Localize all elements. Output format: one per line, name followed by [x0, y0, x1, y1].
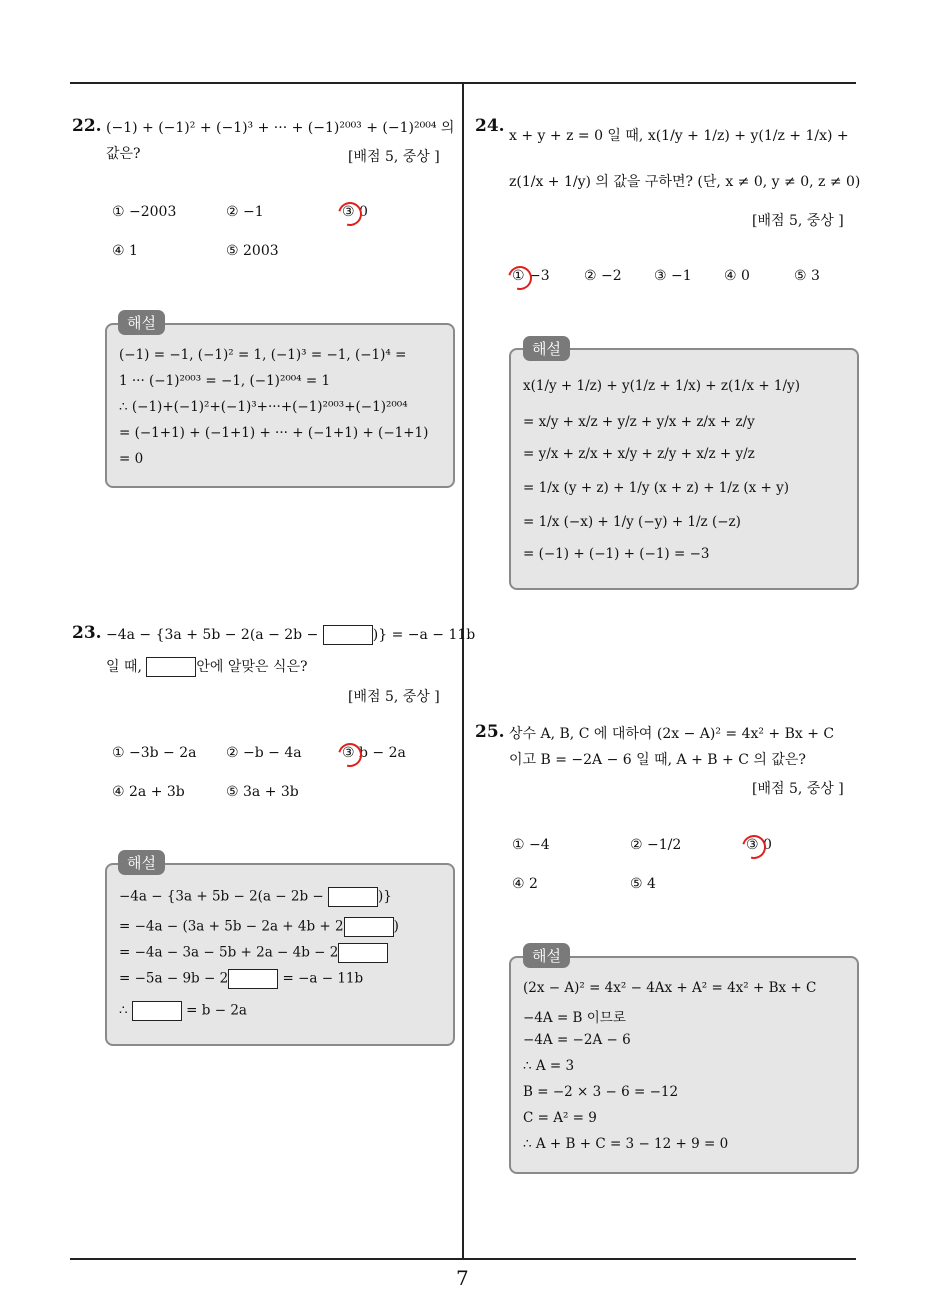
score-meta: [배점 5, 중상 ] [348, 149, 440, 165]
blank-box [344, 917, 394, 937]
solution-text: = −4a − (3a + 5b − 2a + 4b + 2 [119, 918, 344, 935]
solution-tag: 해설 [118, 310, 165, 335]
solution-text: )} [378, 888, 392, 905]
solution-line: ∴ (−1)+(−1)²+(−1)³+···+(−1)²⁰⁰³+(−1)²⁰⁰⁴ [119, 399, 408, 415]
blank-box [338, 943, 388, 963]
column-divider [462, 83, 464, 1260]
choice-4[interactable]: ④ 2 [512, 876, 538, 892]
solution-text: = −5a − 9b − 2 [119, 970, 229, 987]
question-text: x + y + z = 0 일 때, x(1/y + 1/z) + y(1/z + 1/x) + [509, 128, 849, 144]
question-text: (−1) + (−1)² + (−1)³ + ··· + (−1)²⁰⁰³ + (−1)²⁰⁰⁴ 의 [106, 120, 455, 136]
choice-2[interactable]: ② −2 [584, 268, 622, 284]
question-number: 25. [475, 722, 505, 742]
question-text-2: z(1/x + 1/y) 의 값을 구하면? (단, x ≠ 0, y ≠ 0, z ≠ 0) [509, 174, 861, 190]
choice-4[interactable]: ④ 2a + 3b [112, 784, 185, 800]
solution-text: −4a − {3a + 5b − 2(a − 2b − [119, 888, 329, 905]
blank-box [328, 887, 378, 907]
solution-line: = 1/x (y + z) + 1/y (x + z) + 1/z (x + y) [523, 480, 790, 496]
blank-box [146, 657, 196, 677]
solution-box [509, 348, 859, 590]
solution-tag: 해설 [523, 336, 570, 361]
solution-tag: 해설 [118, 850, 165, 875]
choice-5[interactable]: ⑤ 2003 [226, 243, 279, 259]
question-text-a: −4a − {3a + 5b − 2(a − 2b − [106, 627, 323, 643]
solution-line [119, 943, 388, 963]
solution-line: = 1/x (−x) + 1/y (−y) + 1/z (−z) [523, 514, 741, 530]
solution-line: C = A² = 9 [523, 1110, 597, 1126]
solution-line: −4A = −2A − 6 [523, 1032, 631, 1048]
solution-box [105, 323, 455, 488]
answer-mark-icon [738, 831, 771, 864]
solution-line: x(1/y + 1/z) + y(1/z + 1/x) + z(1/x + 1/y) [523, 378, 800, 394]
solution-line: 1 ··· (−1)²⁰⁰³ = −1, (−1)²⁰⁰⁴ = 1 [119, 373, 331, 389]
choice-3[interactable]: ③ b − 2a [342, 745, 406, 761]
bottom-rule [70, 1258, 856, 1260]
question-number: 22. [72, 116, 102, 136]
solution-line: ∴ A = 3 [523, 1058, 575, 1074]
choice-5[interactable]: ⑤ 3 [794, 268, 820, 284]
solution-line: = 0 [119, 451, 144, 467]
question-text: 상수 A, B, C 에 대하여 (2x − A)² = 4x² + Bx + C [509, 726, 835, 742]
question-number: 24. [475, 116, 505, 136]
solution-text: ∴ [119, 1002, 132, 1019]
question-text [106, 623, 475, 648]
solution-line: = x/y + x/z + y/z + y/x + z/x + z/y [523, 414, 755, 430]
choice-4[interactable]: ④ 1 [112, 243, 138, 259]
solution-line: ∴ A + B + C = 3 − 12 + 9 = 0 [523, 1136, 729, 1152]
choice-3[interactable]: ③ 0 [746, 837, 772, 853]
solution-line [119, 917, 399, 937]
solution-line: = (−1) + (−1) + (−1) = −3 [523, 546, 710, 562]
choice-5[interactable]: ⑤ 3a + 3b [226, 784, 299, 800]
score-meta: [배점 5, 중상 ] [752, 213, 844, 229]
score-meta: [배점 5, 중상 ] [348, 689, 440, 705]
solution-text: ) [393, 918, 399, 935]
solution-line: −4A = B 이므로 [523, 1010, 626, 1026]
solution-line: B = −2 × 3 − 6 = −12 [523, 1084, 679, 1100]
choice-2[interactable]: ② −b − 4a [226, 745, 302, 761]
page-number: 7 [456, 1266, 469, 1290]
answer-mark-icon [334, 198, 367, 231]
choice-2[interactable]: ② −1 [226, 204, 264, 220]
solution-line: (2x − A)² = 4x² − 4Ax + A² = 4x² + Bx + C [523, 980, 817, 996]
solution-text: = −4a − 3a − 5b + 2a − 4b − 2 [119, 944, 339, 961]
question-text-b: )} = −a − 11b [372, 627, 476, 643]
solution-text: = −a − 11b [278, 970, 364, 987]
question-text-2 [106, 655, 307, 680]
solution-line [119, 887, 392, 907]
choice-2[interactable]: ② −1/2 [630, 837, 682, 853]
question-text-c: 일 때, [106, 659, 147, 675]
solution-line: = y/x + z/x + x/y + z/y + x/z + y/z [523, 446, 755, 462]
choice-1[interactable]: ① −4 [512, 837, 550, 853]
choice-1[interactable]: ① −2003 [112, 204, 177, 220]
blank-box [132, 1001, 182, 1021]
question-number: 23. [72, 623, 102, 643]
choice-1[interactable]: ① −3b − 2a [112, 745, 197, 761]
question-text-2: 값은? [106, 146, 141, 162]
choice-3[interactable]: ③ −1 [654, 268, 692, 284]
question-text-2: 이고 B = −2A − 6 일 때, A + B + C 의 값은? [509, 752, 806, 768]
solution-line [119, 969, 363, 989]
question-text-d: 안에 알맞은 식은? [196, 659, 308, 675]
blank-box [323, 625, 373, 645]
solution-line: (−1) = −1, (−1)² = 1, (−1)³ = −1, (−1)⁴ = [119, 347, 407, 363]
solution-line [119, 1001, 247, 1021]
choice-3[interactable]: ③ 0 [342, 204, 368, 220]
answer-mark-icon [504, 262, 537, 295]
blank-box [228, 969, 278, 989]
score-meta: [배점 5, 중상 ] [752, 781, 844, 797]
solution-line: = (−1+1) + (−1+1) + ··· + (−1+1) + (−1+1) [119, 425, 429, 441]
choice-1[interactable]: ① −3 [512, 268, 550, 284]
solution-box [105, 863, 455, 1046]
answer-mark-icon [334, 739, 367, 772]
solution-text: = b − 2a [181, 1002, 247, 1019]
solution-tag: 해설 [523, 943, 570, 968]
choice-4[interactable]: ④ 0 [724, 268, 750, 284]
solution-box [509, 956, 859, 1174]
choice-5[interactable]: ⑤ 4 [630, 876, 656, 892]
